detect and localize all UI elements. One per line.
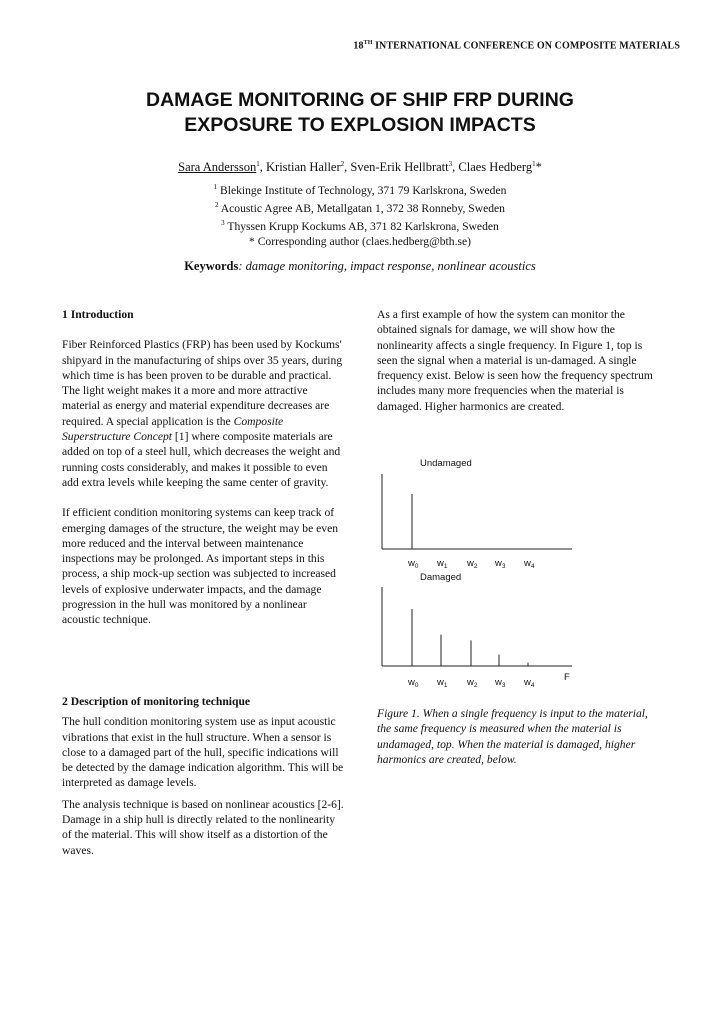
conference-header: 18TH INTERNATIONAL CONFERENCE ON COMPOSITE MATERIALS [353,40,680,52]
section-heading: 2 Description of monitoring technique [62,695,251,708]
tick-label-w0: $w_0$ [408,677,419,689]
keywords-label: Keywords [184,259,239,273]
section-introduction [62,307,344,628]
tick-label-w0: $w_0$ [408,558,419,570]
section-monitoring [62,694,344,858]
tick-label-w3: $w_3$ [495,558,506,570]
tick-label-w3: $w_3$ [495,677,506,689]
corresponding-author: * Corresponding author (claes.hedberg@bth.se) [249,235,471,249]
section-heading: 1 Introduction [62,308,134,321]
author-list: Sara Andersson$^1$, Kristian Haller$^2$, Sven-Erik Hellbratt$^3$, Claes Hedberg$^1$* [178,160,542,175]
tick-label-w4: $w_4$ [524,677,535,689]
keywords [0,259,720,274]
tick-label-w4: $w_4$ [524,558,535,570]
paper-title [0,88,720,138]
tick-label-w1: $w_1$ [437,558,448,570]
author-name: Claes Hedberg [458,160,533,175]
damaged-label: Damaged [420,572,462,583]
paragraph: If efficient condition monitoring systems can keep track of emerging damages of the structure, the weight may be even more reduced and the interval between maintenance inspections may be prolonged. As important steps in this process, a ship mock-up section was subjected to increased levels of explosive underwater impacts, and the damage progression in the hull was monitored by a nonlinear acoustic technique. [62,506,339,627]
author-name: Kristian Haller [266,160,341,175]
affiliation: $^3$ Thyssen Krupp Kockums AB, 371 82 Karlskrona, Sweden [221,219,499,233]
title-line-1: DAMAGE MONITORING OF SHIP FRP DURING [146,89,574,111]
spectrum-diagram [378,452,583,697]
affiliations [0,180,720,249]
tick-label-w2: $w_2$ [467,677,478,689]
tick-label-w2: $w_2$ [467,558,478,570]
affiliation: $^2$ Acoustic Agree AB, Metallgatan 1, 372 38 Ronneby, Sweden [215,201,505,215]
tick-label-w1: $w_1$ [437,677,448,689]
author-name: Sven-Erik Hellbratt [350,160,449,175]
right-paragraph: As a first example of how the system can monitor the obtained signals for damage, we will show how the nonlinearity affects a single frequency. In Figure 1, top is seen the signal when a material is un-damaged. A single frequency exist. Below is seen how the frequency spectrum includes many more frequencies when the material is damaged. Higher harmonics are created. [377,308,653,413]
title-line-2: EXPOSURE TO EXPLOSION IMPACTS [184,114,536,136]
frequency-axis-label: F [564,672,570,683]
paragraph: The analysis technique is based on nonlinear acoustics [2-6]. Damage in a ship hull is directly related to the nonlinearity of the material. This will show itself as a distortion of the waves. [62,797,344,857]
keywords-text: : damage monitoring, impact response, nonlinear acoustics [238,259,536,273]
paragraph: The hull condition monitoring system use as input acoustic vibrations that exist in the hull structure. When a sensor is close to a damaged part of the hull, specific indications will be detected by the damage indication algorithm. This will be interpreted as damage levels. [62,715,344,790]
undamaged-label: Undamaged [420,458,472,469]
affiliation: $^1$ Blekinge Institute of Technology, 371 79 Karlskrona, Sweden [213,183,507,197]
figure-1 [378,452,583,697]
paragraph: Fiber Reinforced Plastics (FRP) has been used by Kockums' shipyard in the manufacturing of ships over 35 years, during which time is has been proven to be durable and practical. The light weight makes it a more and more attractive material as energy and material expenditure decreases are required. A special application is the Composite Superstructure Concept [1] where composite materials are added on top of a steel hull, which decreases the weight and running costs considerably, and makes it possible to even add extra levels while keeping the same center of gravity. [62,338,343,489]
figure-caption: Figure 1. When a single frequency is input to the material, the same frequency is measured when the material is undamaged, top. When the material is damaged, higher harmonics are created, below. [377,707,648,766]
author-name: Sara Andersson [178,160,257,175]
